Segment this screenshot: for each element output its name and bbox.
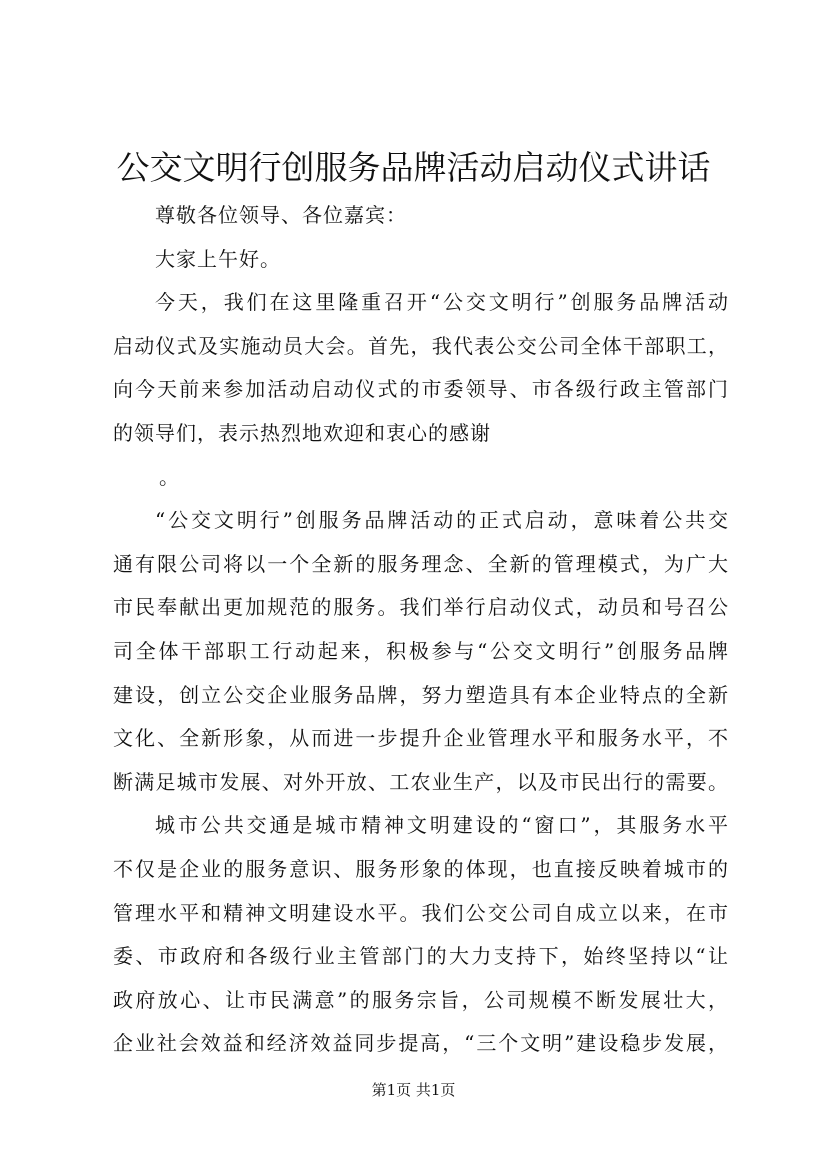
- paragraph-line: 通有限公司将以一个全新的服务理念、全新的管理模式，为广大: [113, 551, 729, 576]
- paragraph-line: 管理水平和精神文明建设水平。我们公交公司自成立以来，在市: [113, 900, 729, 925]
- paragraph-line: 今天，我们在这里隆重召开“公交文明行”创服务品牌活动: [155, 290, 729, 315]
- paragraph-line: “公交文明行”创服务品牌活动的正式启动，意味着公共交: [155, 508, 729, 533]
- paragraph-line: 城市公共交通是城市精神文明建设的“窗口”，其服务水平: [155, 813, 729, 838]
- paragraph-line: 文化、全新形象，从而进一步提升企业管理水平和服务水平，不: [113, 726, 729, 751]
- paragraph-line: 市民奉献出更加规范的服务。我们举行启动仪式，动员和号召公: [113, 595, 729, 620]
- paragraph-line: 断满足城市发展、对外开放、工农业生产，以及市民出行的需要。: [113, 769, 729, 794]
- paragraph-line: 建设，创立公交企业服务品牌，努力塑造具有本企业特点的全新: [113, 682, 729, 707]
- paragraph-line: 企业社会效益和经济效益同步提高，“三个文明”建设稳步发展，: [113, 1031, 729, 1056]
- greeting-line: 尊敬各位领导、各位嘉宾：: [155, 203, 407, 227]
- greeting-line: 大家上午好。: [155, 246, 281, 271]
- paragraph-line: 向今天前来参加活动启动仪式的市委领导、市各级行政主管部门: [113, 377, 729, 402]
- paragraph-line: 。: [159, 464, 180, 489]
- paragraph-line: 不仅是企业的服务意识、服务形象的体现，也直接反映着城市的: [113, 856, 729, 881]
- paragraph-line: 的领导们，表示热烈地欢迎和衷心的感谢: [113, 420, 491, 445]
- paragraph-line: 委、市政府和各级行业主管部门的大力支持下，始终坚持以“让: [113, 944, 729, 969]
- paragraph-line: 政府放心、让市民满意”的服务宗旨，公司规模不断发展壮大，: [113, 987, 729, 1012]
- document-title: 公交文明行创服务品牌活动启动仪式讲话: [116, 148, 711, 187]
- paragraph-line: 启动仪式及实施动员大会。首先，我代表公交公司全体干部职工，: [113, 333, 729, 358]
- paragraph-line: 司全体干部职工行动起来，积极参与“公交文明行”创服务品牌: [113, 638, 729, 663]
- page-number-footer: 第1页 共1页: [371, 1081, 456, 1099]
- document-body: [113, 194, 729, 1066]
